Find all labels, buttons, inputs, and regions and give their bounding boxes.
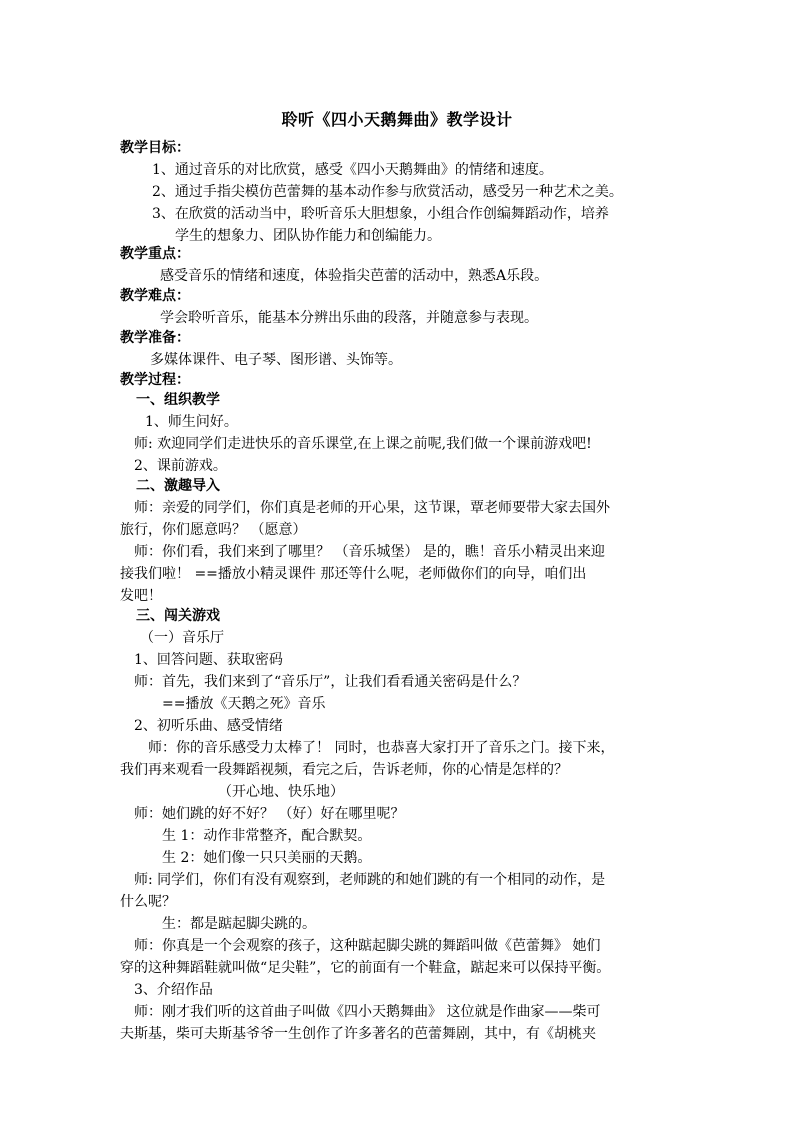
difficult-text: 学会聆听音乐，能基本分辨出乐曲的段落，并随意参与表现。: [160, 310, 538, 326]
section-heading: 二、激趣导入: [136, 478, 220, 494]
paragraph-line: 师：你的音乐感受力太棒了！ 同时，也恭喜大家打开了音乐之门。接下来，: [148, 740, 615, 756]
key-text: 感受音乐的情绪和速度，体验指尖芭蕾的活动中，熟悉A乐段。: [160, 268, 549, 284]
key-heading: 教学重点：: [120, 246, 190, 262]
paragraph-line: 生：都是踮起脚尖跳的。: [162, 916, 316, 932]
paragraph-line: 师：你真是一个会观察的孩子，这种踮起脚尖跳的舞蹈叫做《芭蕾舞》 她们: [134, 938, 601, 954]
prep-text: 多媒体课件、电子琴、图形谱、头饰等。: [150, 352, 402, 368]
paragraph-line: 2、初听乐曲、感受情绪: [134, 718, 283, 734]
paragraph-line: 师: 欢迎同学们走进快乐的音乐课堂,在上课之前呢,我们做一个课前游戏吧!: [134, 436, 592, 452]
paragraph-line: 穿的这种舞蹈鞋就叫做“足尖鞋”，它的前面有一个鞋盒，踮起来可以保持平衡。: [120, 960, 611, 976]
paragraph-line: 生 1：动作非常整齐，配合默契。: [162, 828, 372, 844]
goals-heading: 教学目标：: [120, 140, 190, 156]
difficult-heading: 教学难点：: [120, 288, 190, 304]
section-heading: 一、组织教学: [136, 392, 220, 408]
paragraph-line: （开心地、快乐地）: [218, 784, 344, 800]
paragraph-line: 1、师生问好。: [145, 414, 238, 430]
paragraph-line: 2、课前游戏。: [134, 458, 227, 474]
paragraph-line: 3、介绍作品: [134, 982, 213, 998]
paragraph-line: 我们再来观看一段舞蹈视频，看完之后，告诉老师，你的心情是怎样的？: [120, 762, 568, 778]
paragraph-line: 夫斯基，柴可夫斯基爷爷一生创作了许多著名的芭蕾舞剧，其中，有《胡桃夹: [120, 1026, 596, 1042]
paragraph-line: 旅行，你们愿意吗？ （愿意）: [120, 522, 307, 538]
paragraph-line: 发吧！: [120, 588, 162, 604]
goal-item-2: 2、通过手指尖模仿芭蕾舞的基本动作参与欣赏活动，感受另一种艺术之美。: [152, 184, 623, 200]
section-heading: 三、闯关游戏: [136, 608, 220, 624]
paragraph-line: 生 2：她们像一只只美丽的天鹅。: [162, 850, 372, 866]
paragraph-line: 师：她们跳的好不好？ （好）好在哪里呢？: [134, 806, 405, 822]
paragraph-line: 什么呢？: [120, 894, 176, 910]
goal-item-3: 3、在欣赏的活动当中，聆听音乐大胆想象，小组合作创编舞蹈动作，培养: [152, 206, 609, 222]
paragraph-line: 师: 同学们，你们有没有观察到，老师跳的和她们跳的有一个相同的动作，是: [134, 872, 606, 888]
paragraph-line: 师：首先，我们来到了“音乐厅”，让我们看看通关密码是什么？: [134, 674, 527, 690]
goal-item-1: 1、通过音乐的对比欣赏，感受《四小天鹅舞曲》的情绪和速度。: [152, 162, 553, 178]
paragraph-line: 师：你们看，我们来到了哪里？ （音乐城堡） 是的，瞧！音乐小精灵出来迎: [134, 544, 605, 560]
paragraph-line: 1、回答问题、获取密码: [134, 652, 283, 668]
goal-item-3-cont: 学生的想象力、团队协作能力和创编能力。: [175, 228, 441, 244]
paragraph-line: 接我们啦！ ==播放小精灵课件 那还等什么呢，老师做你们的向导，咱们出: [120, 566, 587, 582]
paragraph-line: 师：刚才我们听的这首曲子叫做《四小天鹅舞曲》 这位就是作曲家——柴可: [134, 1004, 601, 1020]
page-title: 聆听《四小天鹅舞曲》教学设计: [281, 110, 513, 129]
paragraph-line: ==播放《天鹅之死》音乐: [162, 696, 326, 712]
paragraph-line: 师：亲爱的同学们，你们真是老师的开心果，这节课，覃老师要带大家去国外: [134, 500, 610, 516]
prep-heading: 教学准备：: [120, 330, 190, 346]
subsection-heading: （一）音乐厅: [140, 630, 224, 646]
process-heading: 教学过程：: [120, 372, 190, 388]
